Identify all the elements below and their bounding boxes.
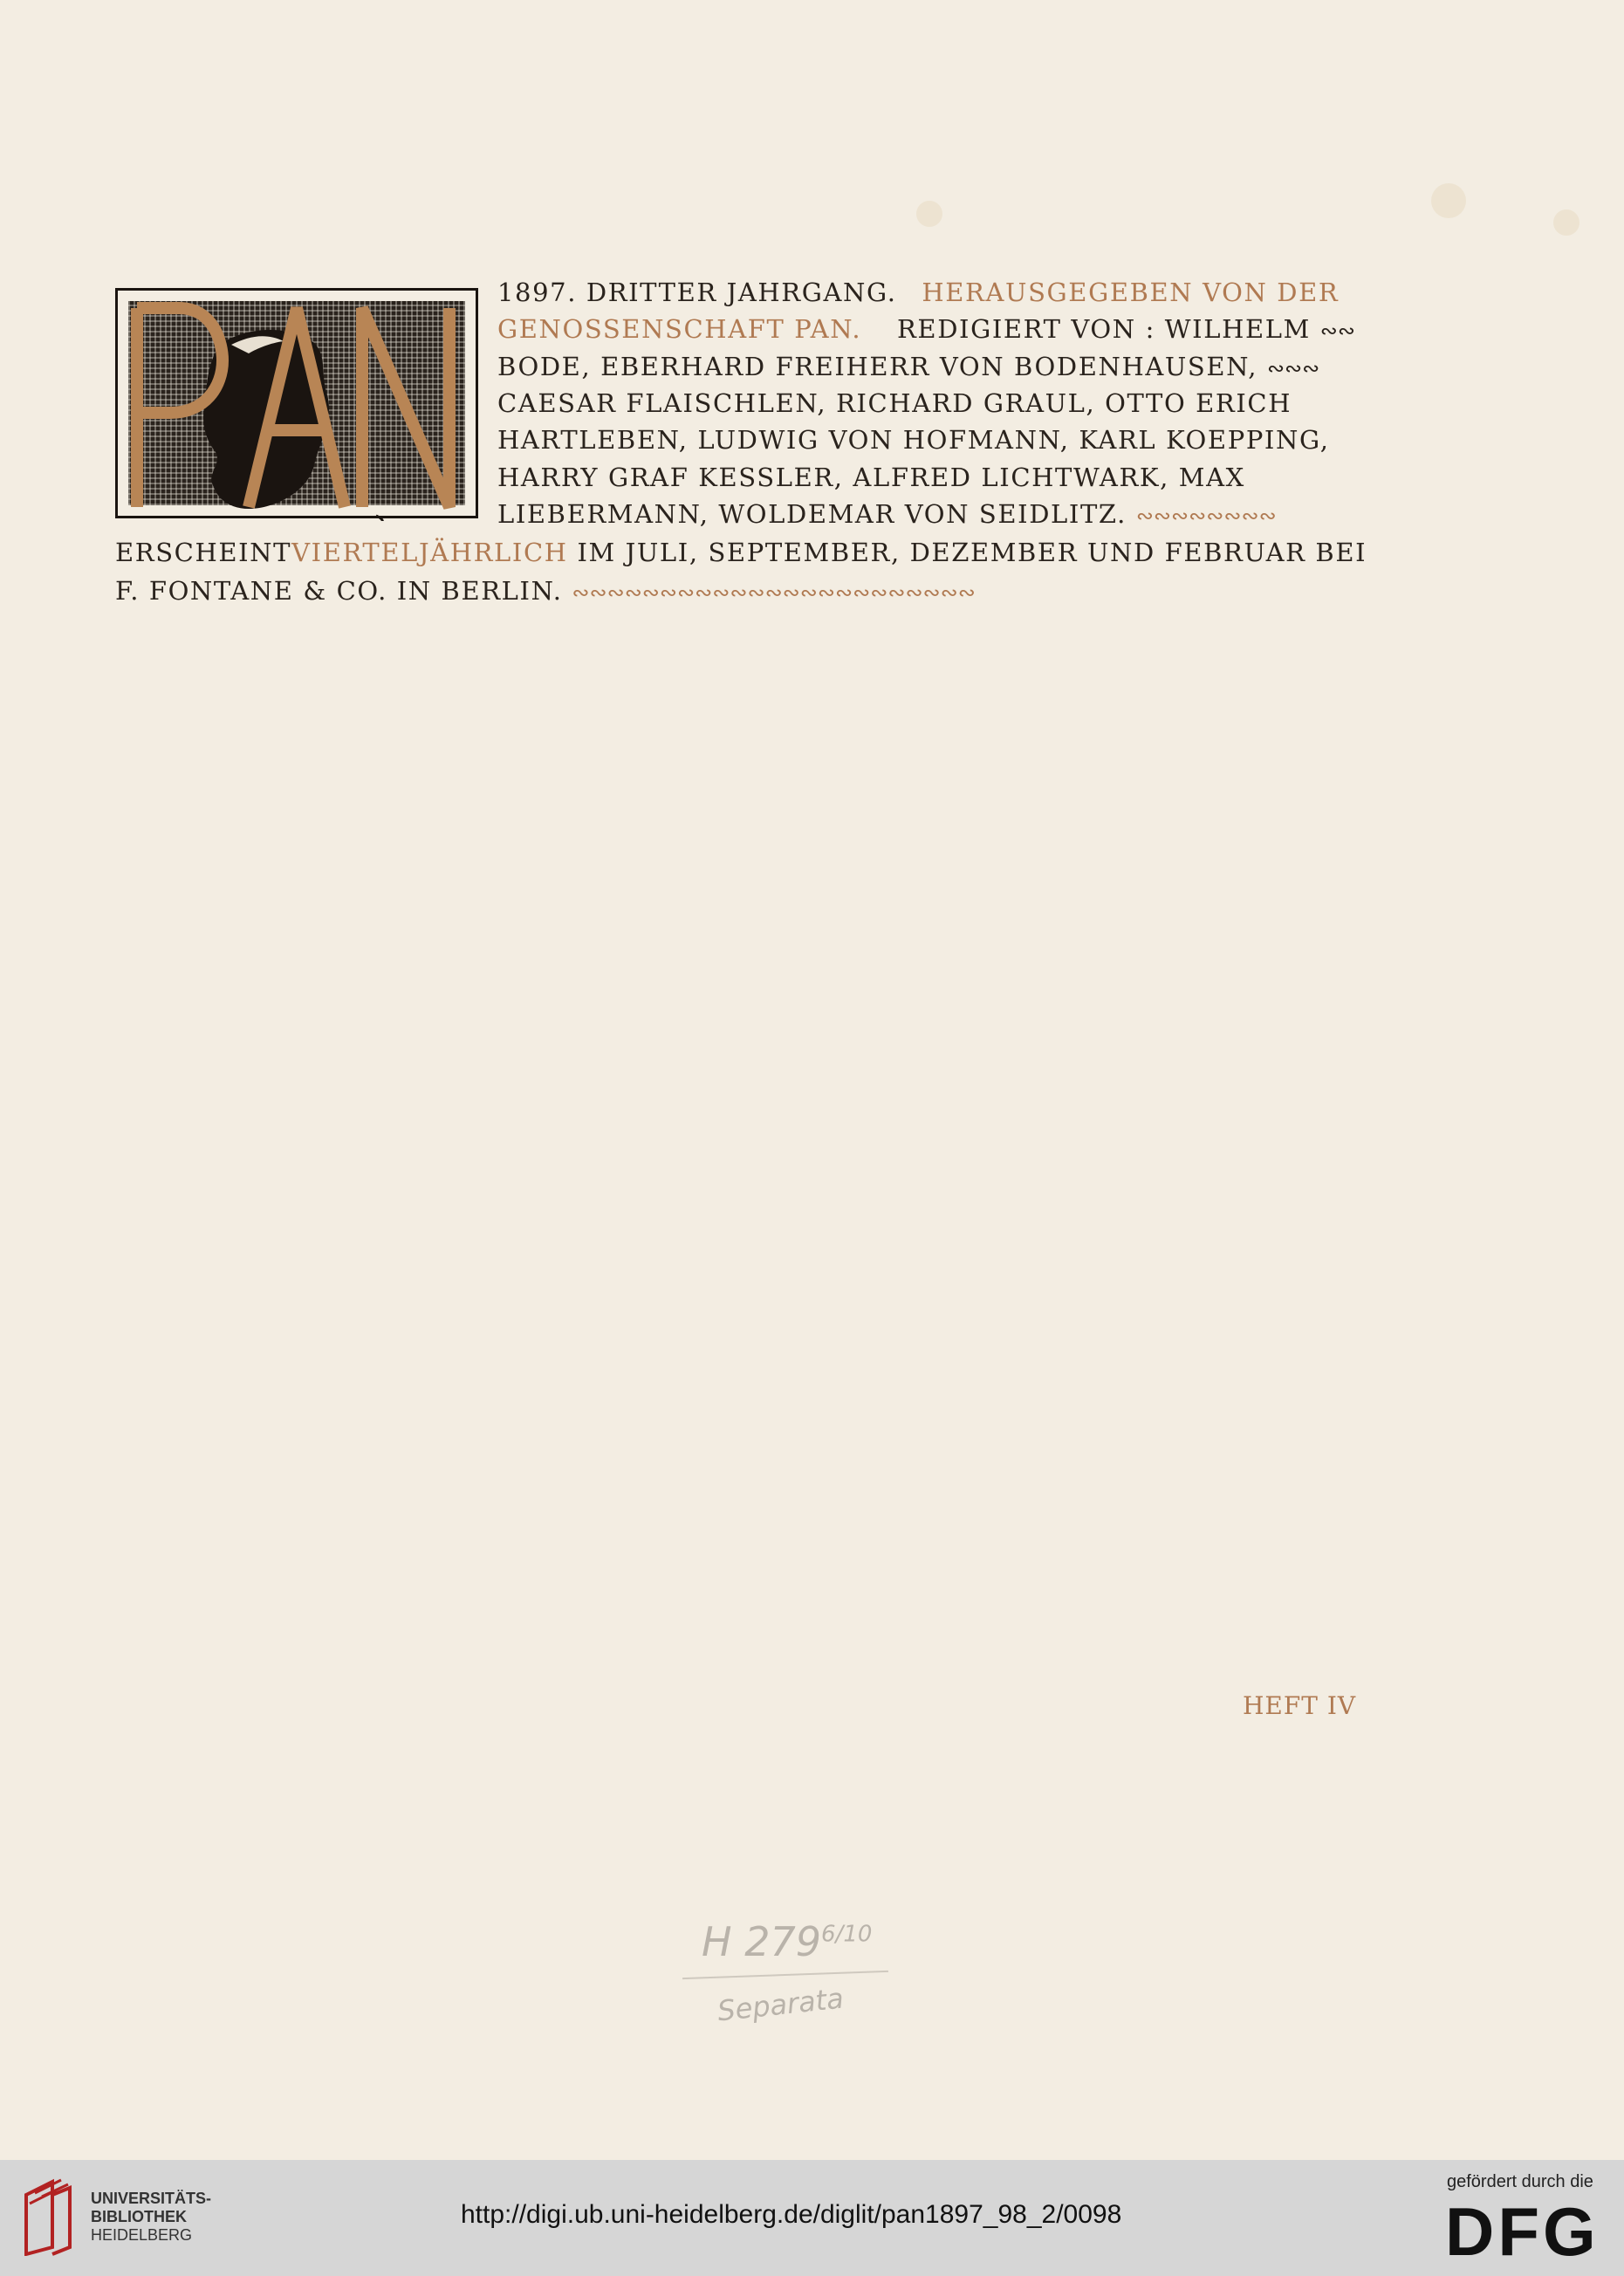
publisher-name: GENOSSENSCHAFT PAN.	[497, 314, 862, 344]
library-name	[91, 2190, 211, 2245]
masthead-line-2	[497, 314, 1355, 344]
library-line-1: UNIVERSITÄTS-	[91, 2190, 212, 2207]
masthead-line-8	[115, 538, 1367, 567]
ornament-icon: ∾∾∾∾∾∾∾∾	[1135, 504, 1277, 528]
appears-text: ERSCHEINT	[115, 538, 292, 567]
months-text: IM JULI, SEPTEMBER, DEZEMBER UND FEBRUAR BEI	[577, 538, 1367, 567]
library-line-3: HEIDELBERG	[91, 2226, 193, 2244]
masthead-line-5: HARTLEBEN, LUDWIG VON HOFMANN, KARL KOEPPING,	[497, 425, 1330, 455]
masthead-line-7	[497, 499, 1277, 529]
pencil-fraction: 6/10	[821, 1921, 873, 1948]
masthead-line-3	[497, 352, 1319, 381]
frequency-text: VIERTELJÄHRLICH	[291, 538, 568, 567]
publisher-text: HERAUSGEGEBEN VON DER	[922, 278, 1340, 307]
paper-stain	[1431, 183, 1466, 218]
pencil-underline	[682, 1971, 888, 1979]
pan-logo	[115, 288, 478, 518]
masthead-line-1	[497, 278, 1339, 307]
masthead-line-6: HARRY GRAF KESSLER, ALFRED LICHTWARK, MAX	[497, 463, 1245, 492]
paper-stain	[916, 201, 942, 227]
footer-bar	[0, 2160, 1624, 2276]
ornament-icon: ∾∾∾	[1266, 356, 1320, 380]
library-line-2: BIBLIOTHEK	[91, 2208, 187, 2225]
ornament-icon: ∾∾∾∾∾∾∾∾∾∾∾∾∾∾∾∾∾∾∾∾∾∾∾	[572, 580, 976, 605]
dfg-logo: DFG	[1445, 2193, 1600, 2270]
issue-label: HEFT IV	[1243, 1691, 1357, 1720]
year-volume: 1897. DRITTER JAHRGANG.	[497, 278, 897, 307]
pencil-note: Separata	[716, 1981, 846, 2028]
pencil-signature: H 279	[702, 1918, 822, 1965]
library-logo-icon	[17, 2177, 79, 2256]
ornament-icon: ∾∾	[1319, 319, 1355, 343]
editors-text: BODE, EBERHARD FREIHERR VON BODENHAUSEN,	[497, 352, 1258, 381]
funded-by-text: gefördert durch die	[1447, 2172, 1593, 2191]
paper-stain	[1553, 209, 1579, 236]
pencil-shelfmark	[702, 1918, 872, 1965]
editors-intro: REDIGIERT VON : WILHELM	[896, 314, 1311, 344]
masthead-line-4: CAESAR FLAISCHLEN, RICHARD GRAUL, OTTO ERICH	[497, 388, 1292, 418]
permalink-url[interactable]: http://digi.ub.uni-heidelberg.de/diglit/pan1897_98_2/0098	[461, 2200, 1122, 2229]
faun-head-icon	[118, 291, 481, 521]
masthead-line-9	[115, 576, 976, 606]
printer-text: F. FONTANE & CO. IN BERLIN.	[115, 576, 563, 606]
editors-text-end: LIEBERMANN, WOLDEMAR VON SEIDLITZ.	[497, 499, 1127, 529]
